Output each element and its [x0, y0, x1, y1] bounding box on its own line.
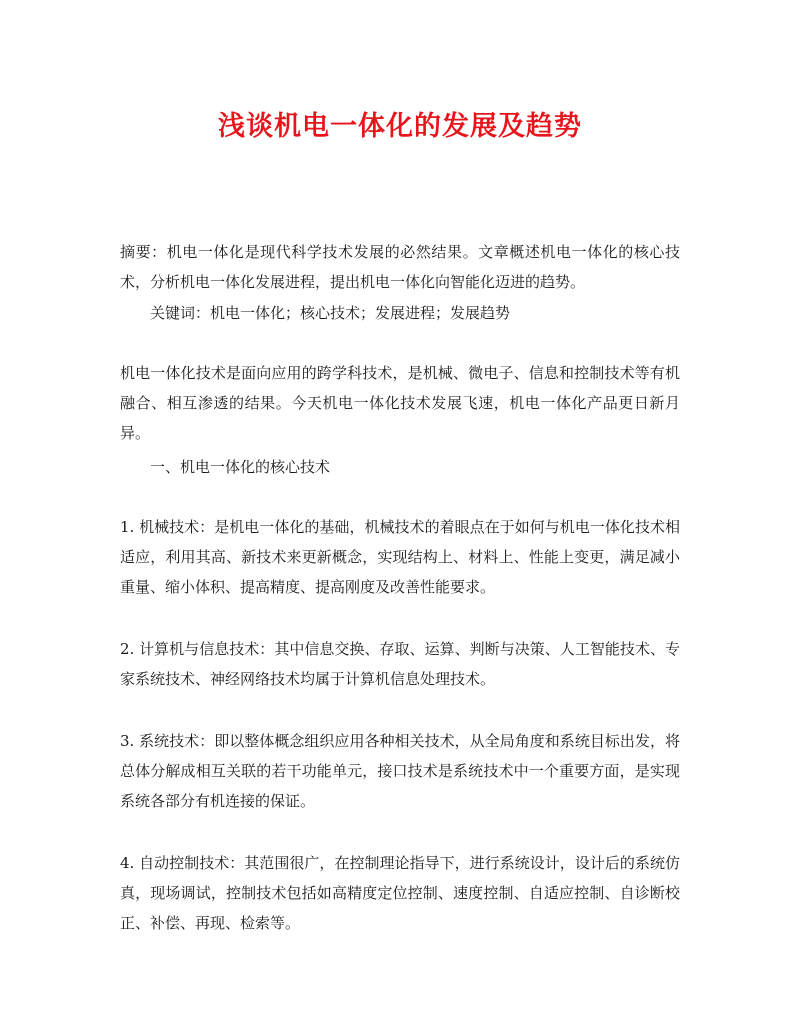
abstract-paragraph [120, 237, 680, 297]
item4-text: 4. 自动控制技术：其范围很广，在控制理论指导下，进行系统设计，设计后的系统仿真，现场调试，控制技术包括如高精度定位控制、速度控制、自适应控制、自诊断校正、补偿、再现、检索等。 [120, 854, 680, 932]
list-item [120, 726, 680, 816]
section-heading [120, 452, 680, 482]
page-title: 浅谈机电一体化的发展及趋势 [218, 111, 582, 142]
item2-text: 2. 计算机与信息技术：其中信息交换、存取、运算、判断与决策、人工智能技术、专家系统技术、神经网络技术均属于计算机信息处理技术。 [120, 640, 680, 688]
keywords-paragraph [120, 298, 680, 328]
abstract-text: 摘要：机电一体化是现代科学技术发展的必然结果。文章概述机电一体化的核心技术，分析机电一体化发展进程，提出机电一体化向智能化迈进的趋势。 [120, 243, 680, 291]
intro-text: 机电一体化技术是面向应用的跨学科技术，是机械、微电子、信息和控制技术等有机融合、相互渗透的结果。今天机电一体化技术发展飞速，机电一体化产品更日新月异。 [120, 364, 680, 442]
item3-text: 3. 系统技术：即以整体概念组织应用各种相关技术，从全局角度和系统目标出发，将总体分解成相互关联的若干功能单元，接口技术是系统技术中一个重要方面，是实现系统各部分有机连接的保证。 [120, 732, 680, 810]
item1-text: 1. 机械技术：是机电一体化的基础，机械技术的着眼点在于如何与机电一体化技术相适应，利用其高、新技术来更新概念，实现结构上、材料上、性能上变更，满足减小重量、缩小体积、提高精度、提高刚度及改善性能要求。 [120, 518, 680, 596]
section1-heading: 一、机电一体化的核心技术 [150, 458, 331, 476]
list-item [120, 634, 680, 694]
intro-paragraph [120, 358, 680, 448]
list-item [120, 512, 680, 602]
list-item [120, 848, 680, 938]
keywords-text: 关键词：机电一体化；核心技术；发展进程；发展趋势 [150, 304, 511, 322]
